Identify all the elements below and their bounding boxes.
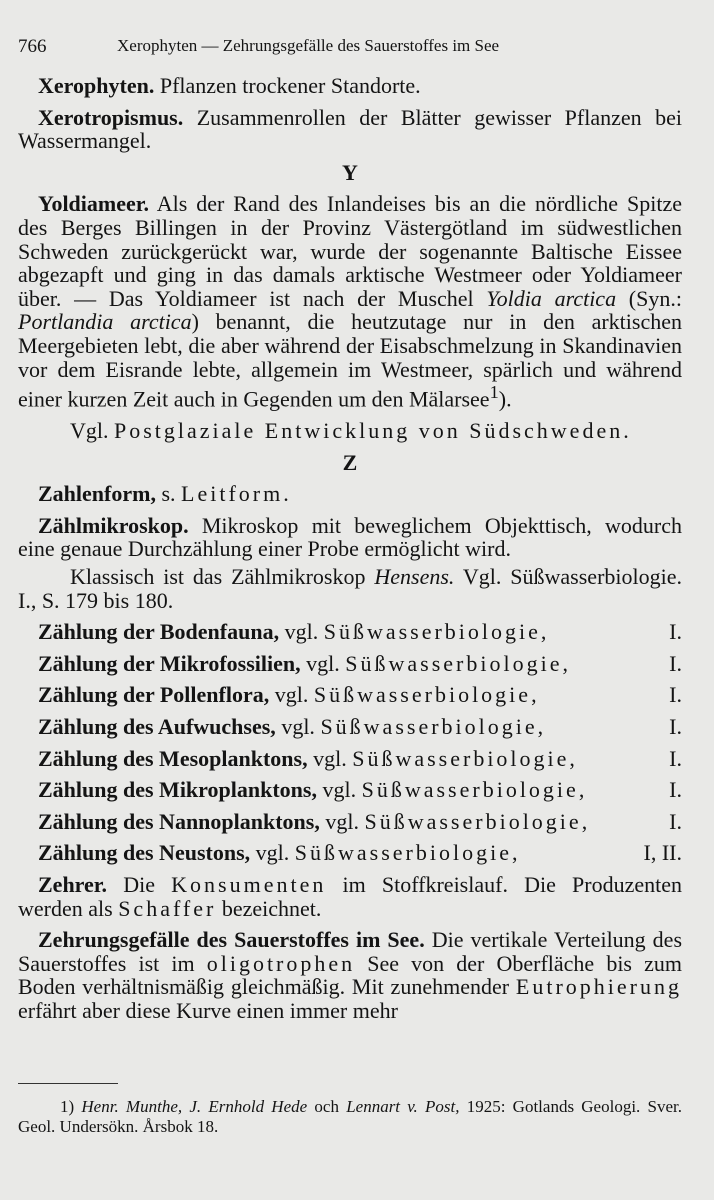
cross-reference-target: Süßwasserbiologie, (345, 650, 571, 676)
entry-text: Vgl. Süßwasserbiologie. I., S. 179 bis 180. (18, 564, 682, 613)
spaced-term: Schaffer (118, 895, 217, 921)
list-item (18, 652, 682, 676)
vgl-label: vgl. (275, 713, 321, 739)
list-item (18, 620, 682, 644)
entry-zaehlmikroskop (18, 514, 682, 561)
spaced-term: Eutrophierung (515, 974, 682, 1000)
entry-zaehlmikroskop-note (18, 565, 682, 612)
volume-ref: I. (669, 745, 682, 771)
cross-reference-target: Süßwasserbiologie, (294, 840, 521, 866)
volume-ref: I. (669, 619, 682, 645)
entry-zahlenform (18, 482, 682, 506)
cross-reference-target: Süßwasserbiologie, (364, 808, 591, 834)
entry-text: erfährt aber diese Kurve einen immer mehr (18, 997, 398, 1023)
entry-xerophyten (18, 74, 682, 98)
entry-text: Klassisch ist das Zählmikroskop (70, 564, 375, 590)
footnote-authors: Henr. Munthe, J. Ernhold Hede (81, 1097, 308, 1116)
entry-term: Zählung des Neustons, (38, 840, 251, 866)
volume-ref: I. (669, 650, 682, 676)
entry-yoldiameer (18, 192, 682, 411)
footnote (18, 1097, 682, 1136)
volume-ref: I. (669, 777, 682, 803)
entry-text: Die vertikale Verteilung des Sauerstoffes ist im (18, 927, 683, 976)
entry-text: Zusammenrollen der Blätter gewisser Pflanzen bei Wassermangel. (18, 104, 682, 154)
list-item (18, 778, 682, 802)
species-name: Yoldia arctica (486, 285, 617, 311)
entry-text: Als der Rand des Inlandeises bis an die nördliche Spitze des Berges Billingen in der Provinz Västergötland im südwestlichen Schweden zurückgerückt war, wurde der sogenannte Baltische Eissee abgezapft und ging in das damals arktische Westmeer oder Yoldiameer über. — Das Yoldiameer ist nach der Muschel (18, 191, 682, 311)
cross-reference-target: Leitform. (181, 481, 292, 507)
volume-ref: I. (669, 682, 682, 708)
page-header (18, 36, 680, 60)
entry-term: Xerophyten. (38, 73, 155, 98)
entry-xerotropismus (18, 106, 682, 153)
entry-text: bezeichnet. (216, 895, 322, 921)
volume-ref: I, II. (643, 840, 682, 866)
entry-term: Xerotropismus. (38, 104, 184, 130)
footnote-mark: 1) (60, 1097, 75, 1116)
footnote-divider (18, 1083, 118, 1084)
footnote-text: och (307, 1097, 347, 1116)
entry-text: (Syn.: (616, 285, 682, 311)
volume-ref: I. (669, 808, 682, 834)
entry-text: See von der Oberfläche bis zum Boden verhältnismäßig gleichmäßig. Mit zunehmender (18, 950, 682, 1000)
vgl-label: vgl. (250, 840, 295, 866)
cross-reference-target: Süßwasserbiologie, (352, 745, 578, 771)
footnote-marker: 1 (489, 382, 499, 403)
entry-text: Pflanzen trockener Standorte. (154, 73, 421, 98)
entry-text: ). (498, 386, 512, 412)
entry-term: Zählung des Nannoplanktons, (38, 808, 320, 834)
entry-term: Zahlenform, (38, 481, 156, 507)
running-title: Xerophyten — Zehrungsgefälle des Sauerstoffes im See (117, 36, 500, 55)
zaehlung-list (18, 620, 682, 865)
vgl-label: vgl. (279, 619, 324, 645)
entry-text: Die (107, 871, 172, 897)
list-item (18, 683, 682, 707)
entry-term: Zählung des Mesoplanktons, (38, 745, 308, 771)
entry-term: Zehrungsgefälle des Sauerstoffes im See. (38, 927, 425, 953)
cross-reference-target: Süßwasserbiologie, (320, 713, 547, 739)
entry-text: im Stoffkreislauf. Die Produzenten werden als (18, 871, 682, 921)
entry-zehrer (18, 873, 682, 920)
entry-text: s. (155, 481, 182, 507)
entry-term: Zählung des Mikroplanktons, (38, 777, 317, 803)
vgl-label: Vgl. (70, 418, 114, 444)
section-letter-y: Y (342, 159, 358, 185)
page-number: 766 (18, 36, 47, 57)
list-item (18, 810, 682, 834)
cross-reference-target: Süßwasserbiologie, (361, 777, 588, 803)
entry-term: Yoldiameer. (38, 191, 150, 217)
list-item (18, 715, 682, 739)
vgl-label: vgl. (300, 650, 346, 676)
cross-reference (18, 419, 682, 443)
list-item (18, 747, 682, 771)
footnote-text: 1925: Gotlands Geologi. Sver. Geol. Undersökn. Årsbok 18. (18, 1097, 683, 1136)
entry-text: ) benannt, die heutzutage nur in den arktischen Meergebieten lebt, die aber während der Eisabschmelzung in Skandinavien vor dem Eisrande lebte, allgemein im Westmeer, spärlich und während einer kurzen Zeit auch in Gegenden um den Mälarsee (18, 309, 682, 412)
author-name: Hensens. (374, 564, 455, 590)
page-body (18, 74, 682, 1031)
vgl-label: vgl. (269, 682, 314, 708)
entry-text: Mikroskop mit beweglichem Objekttisch, wodurch eine genaue Durchzählung einer Probe ermöglicht wird. (18, 512, 682, 562)
entry-term: Zählung der Mikrofossilien, (38, 650, 301, 676)
vgl-label: vgl. (319, 808, 365, 834)
spaced-term: oligotrophen (206, 950, 356, 976)
species-synonym: Portlandia arctica (18, 309, 192, 335)
cross-reference-target: Süßwasserbiologie, (323, 619, 550, 645)
section-letter-z: Z (342, 449, 358, 475)
entry-term: Zählung des Aufwuchses, (38, 713, 276, 739)
entry-term: Zählung der Pollenflora, (38, 682, 270, 708)
footnote-author: Lennart v. Post, (346, 1097, 460, 1116)
spaced-term: Konsumenten (171, 871, 327, 897)
cross-reference-target: Postglaziale Entwicklung von Südschweden. (114, 418, 632, 444)
vgl-label: vgl. (316, 777, 362, 803)
volume-ref: I. (669, 713, 682, 739)
list-item (18, 841, 682, 865)
vgl-label: vgl. (307, 745, 353, 771)
entry-term: Zählung der Bodenfauna, (38, 619, 280, 645)
entry-term: Zählmikroskop. (38, 512, 189, 538)
entry-zehrungsgefaelle (18, 928, 682, 1022)
entry-term: Zehrer. (38, 871, 108, 897)
cross-reference-target: Süßwasserbiologie, (313, 682, 540, 708)
